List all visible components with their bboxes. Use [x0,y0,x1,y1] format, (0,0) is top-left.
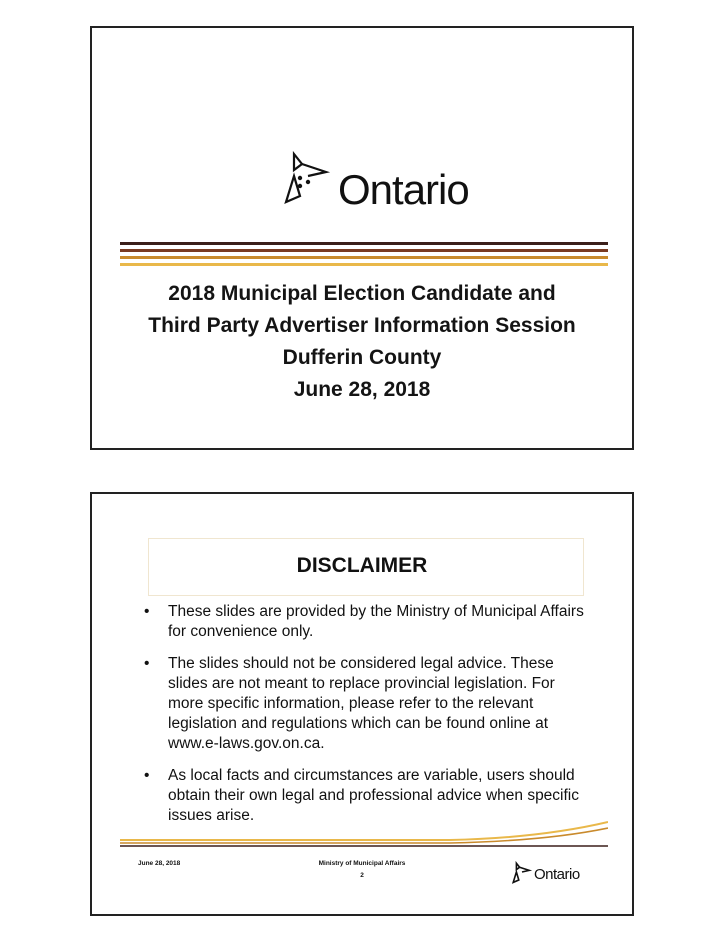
bullet-item [144,602,584,642]
title-line-4: June 28, 2018 [293,378,431,401]
footer-stripes [120,820,608,850]
bullet-dot: • [144,655,150,672]
bullet-text: The slides should not be considered legal advice. These slides are not meant to replace provincial legislation. For more specific information, please refer to the relevant legislation and regulations which can be found online at www.e-laws.gov.on.ca. [168,655,555,752]
decorative-stripes [120,242,608,270]
logo-wordmark-small: Ontario [534,866,580,883]
page-number: 2 [360,872,364,879]
bullet-list [144,602,584,838]
trillium-icon [278,146,338,216]
bullet-dot: • [144,603,150,620]
bullet-dot: • [144,767,150,784]
bullet-item [144,766,584,826]
bullet-text: As local facts and circumstances are variable, users should obtain their own legal and professional advice when specific issues arise. [168,767,579,824]
disclaimer-slide [90,492,634,916]
footer-date: June 28, 2018 [138,860,181,867]
stripe-4 [120,263,608,266]
title-line-1: 2018 Municipal Election Candidate and [168,282,556,305]
title-line-3: Dufferin County [282,346,442,369]
footer-ministry: Ministry of Municipal Affairs [318,860,406,867]
stripe-2 [120,249,608,252]
bullet-text: These slides are provided by the Ministry of Municipal Affairs for convenience only. [168,603,584,640]
slide-heading: DISCLAIMER [296,554,428,577]
ontario-logo-small [510,858,600,888]
title-slide [90,26,634,450]
stripe-1 [120,242,608,245]
bullet-item [144,654,584,754]
ontario-logo [278,146,498,226]
title-line-2: Third Party Advertiser Information Session [148,314,576,337]
logo-wordmark: Ontario [338,166,469,213]
stripe-3 [120,256,608,259]
trillium-icon [510,860,534,888]
session-title [92,278,632,406]
